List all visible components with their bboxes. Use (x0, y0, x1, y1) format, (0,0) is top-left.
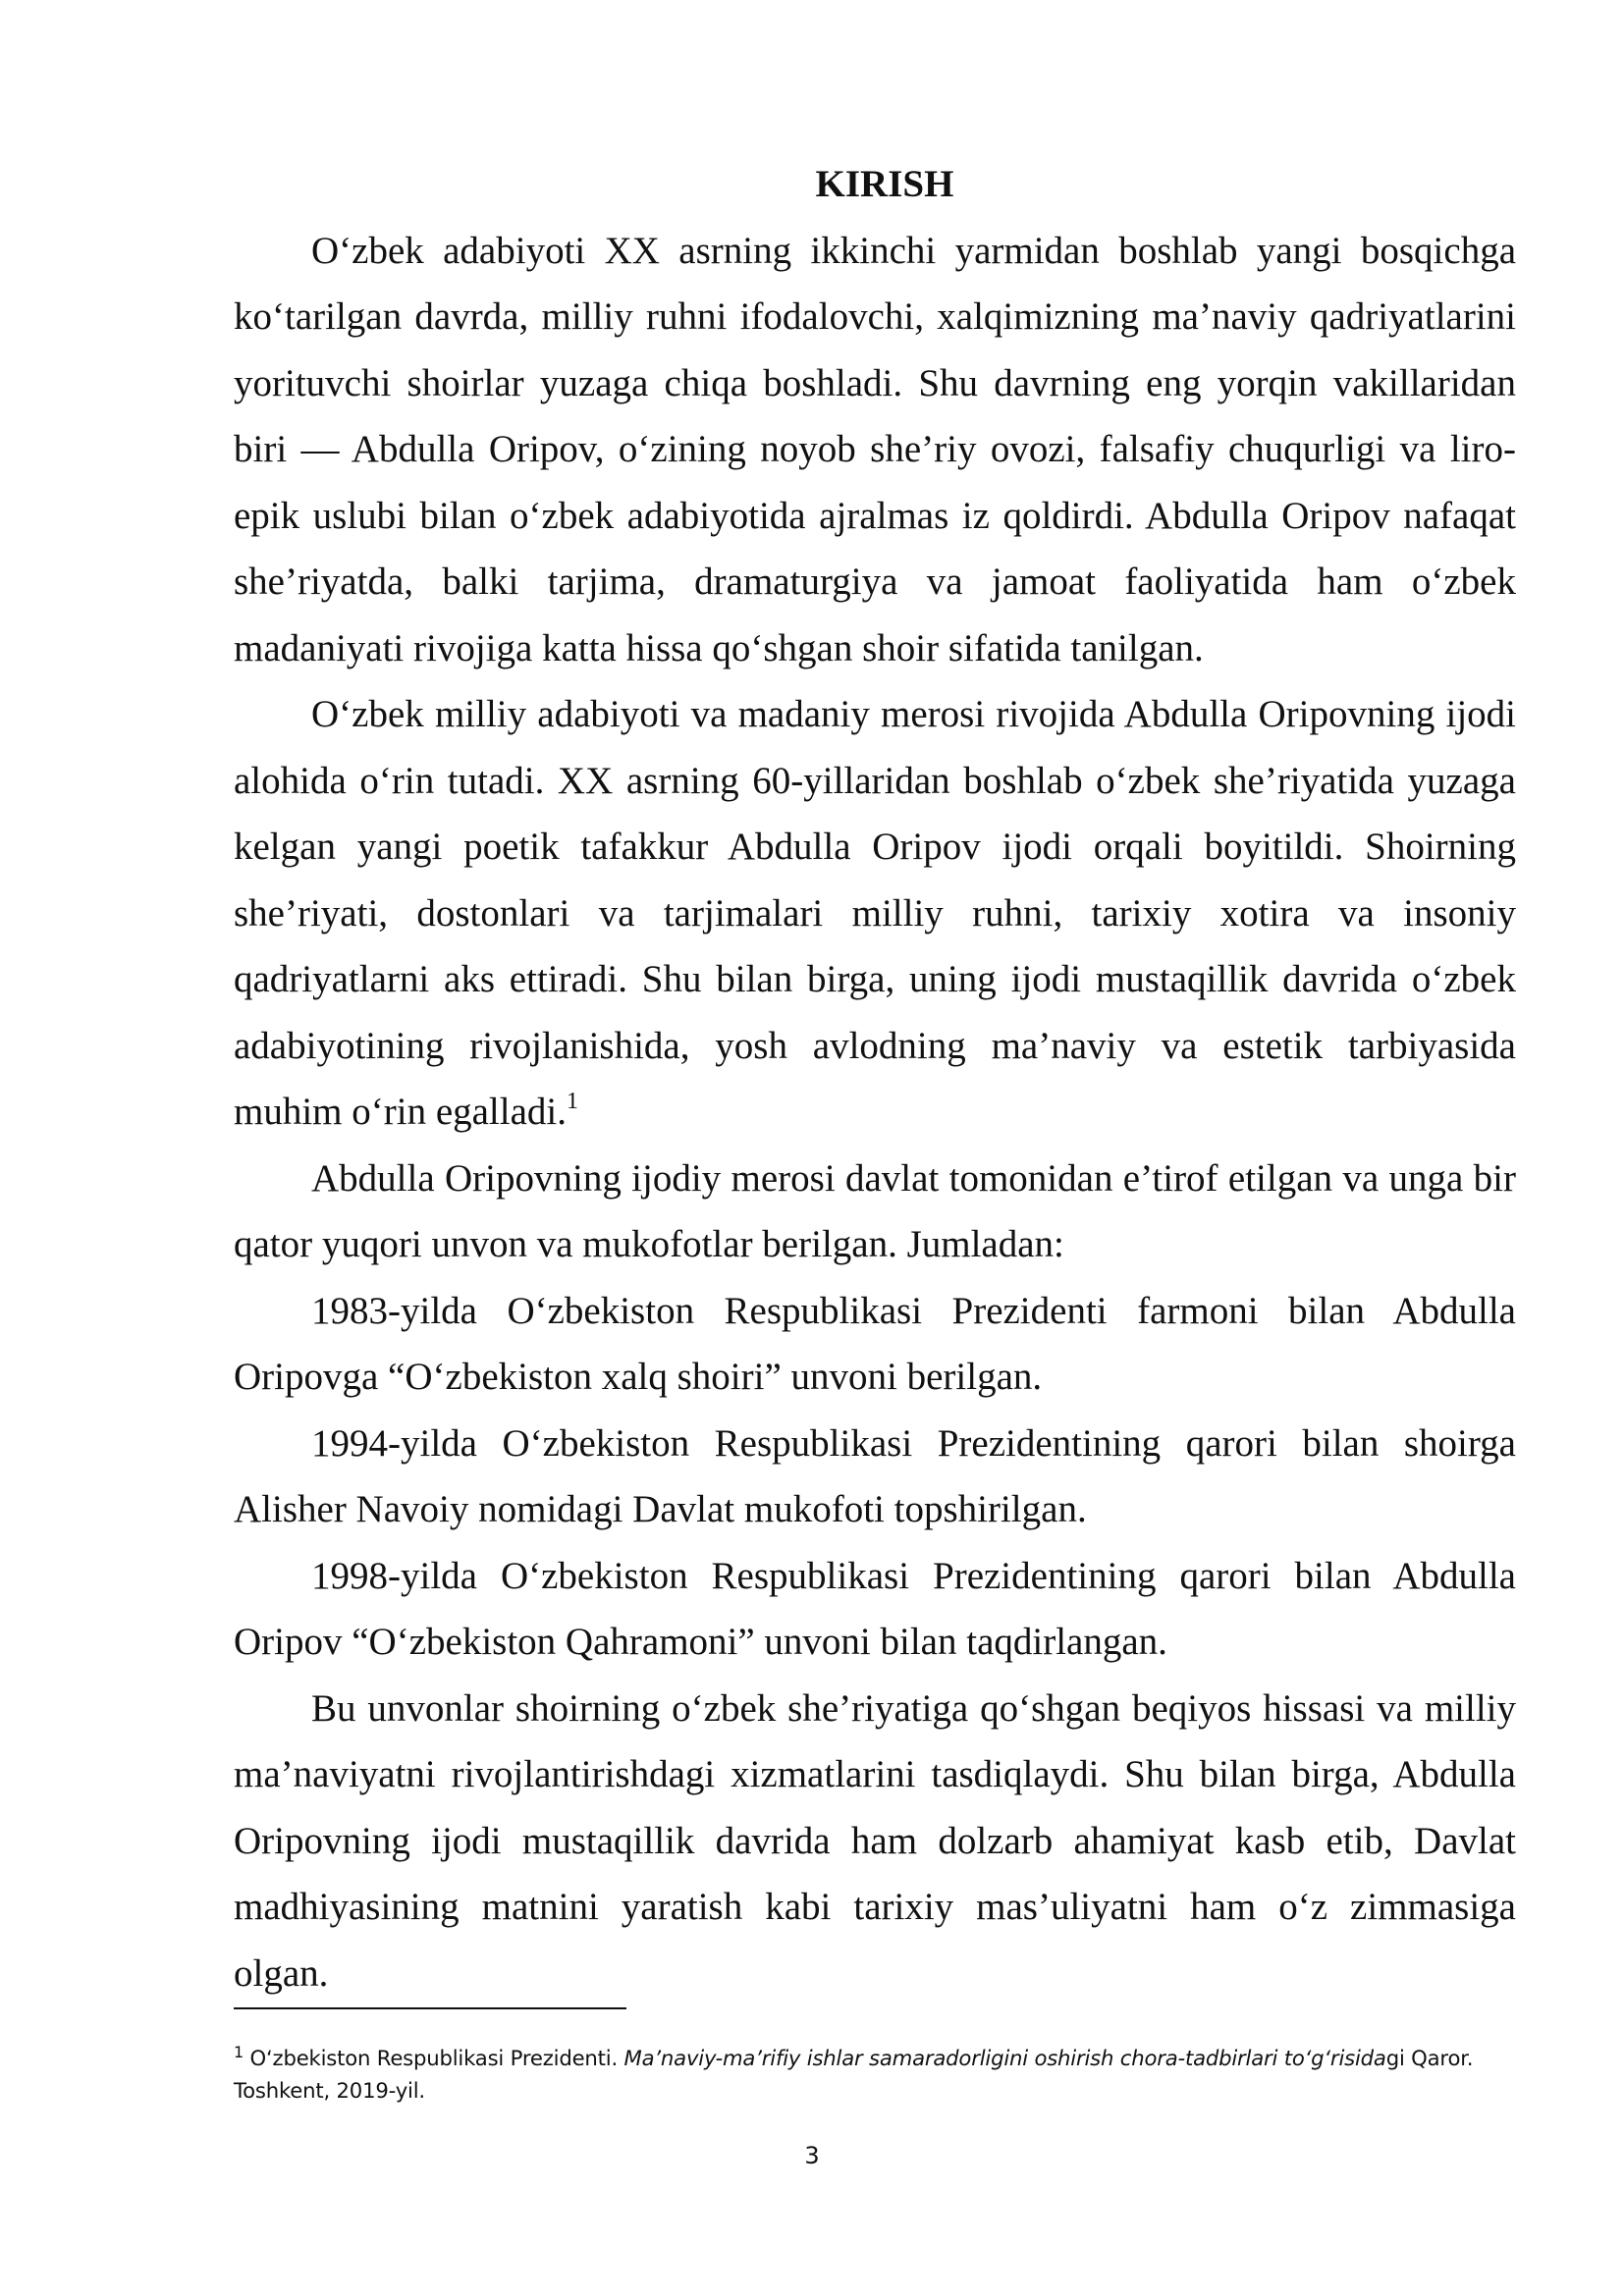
footnote-marker: 1 (234, 2042, 244, 2061)
paragraph-award-1994: 1994-yilda O‘zbekiston Respublikasi Prezidentining qarori bilan shoirga Alisher Navoiy nomidagi Davlat mukofoti topshirilgan. (234, 1421, 1516, 1530)
main-text (234, 151, 1516, 2006)
section-heading: KIRISH (815, 163, 954, 205)
footnote-author: O‘zbekiston Respublikasi Prezidenti. (243, 2046, 624, 2070)
paragraph-heritage-text: O‘zbek milliy adabiyoti va madaniy merosi rivojida Abdulla Oripovning ijodi alohida o‘rin tutadi. XX asrning 60-yillaridan boshlab o‘zbek she’riyatida yuzaga kelgan yangi poetik tafakkur Abdulla Oripov ijodi orqali boyitildi. Shoirning she’riyati, dostonlari va tarjimalari milliy ruhni, tarixiy xotira va insoniy qadriyatlarni aks ettiradi. Shu bilan birga, uning ijodi mustaqillik davrida o‘zbek adabiyotining rivojlanishida, yosh avlodning ma’naviy va estetik tarbiyasida muhim o‘rin egalladi. (234, 693, 1516, 1133)
paragraph-awards-intro: Abdulla Oripovning ijodiy merosi davlat tomonidan e’tirof etilgan va unga bir qator yuqori unvon va mukofotlar berilgan. Jumladan: (234, 1156, 1516, 1265)
paragraph-intro: O‘zbek adabiyoti XX asrning ikkinchi yarmidan boshlab yangi bosqichga ko‘tarilgan davrda, milliy ruhni ifodalovchi, xalqimizning ma’naviy qadriyatlarini yorituvchi shoirlar yuzaga chiqa boshladi. Shu davrning eng yorqin vakillaridan biri — Abdulla Oripov, o‘zining noyob she’riy ovozi, falsafiy chuqurligi va liro-epik uslubi bilan o‘zbek adabiyotida ajralmas iz qoldirdi. Abdulla Oripov nafaqat she’riyatda, balki tarjima, dramaturgiya va jamoat faoliyatida ham o‘zbek madaniyati rivojiga katta hissa qo‘shgan shoir sifatida tanilgan. (234, 229, 1516, 669)
footnote (234, 2042, 1518, 2107)
footnote-reference[interactable]: 1 (567, 1089, 579, 1114)
paragraph-conclusion: Bu unvonlar shoirning o‘zbek she’riyatiga qo‘shgan beqiyos hissasi va milliy ma’naviyatni rivojlantirishdagi xizmatlarini tasdiqlaydi. Shu bilan birga, Abdulla Oripovning ijodi mustaqillik davrida ham dolzarb ahamiyat kasb etib, Davlat madhiyasining matnini yaratish kabi tarixiy mas’uliyatni ham o‘z zimmasiga olgan. (234, 1686, 1516, 1995)
paragraph-award-1998: 1998-yilda O‘zbekiston Respublikasi Prezidentining qarori bilan Abdulla Oripov “O‘zbekiston Qahramoni” unvoni bilan taqdirlangan. (234, 1554, 1516, 1663)
paragraph-heritage (234, 681, 1516, 1146)
page-number: 3 (804, 2142, 820, 2169)
paragraph-award-1983: 1983-yilda O‘zbekiston Respublikasi Prezidenti farmoni bilan Abdulla Oripovga “O‘zbekiston xalq shoiri” unvoni berilgan. (234, 1289, 1516, 1398)
footnote-title: Ma’naviy-ma’rifiy ishlar samaradorligini oshirish chora-tadbirlari to‘g‘risida (623, 2046, 1386, 2070)
footnote-rest: gi Qaror. Toshkent, 2019-yil. (234, 2046, 1474, 2103)
footnote-separator (234, 2007, 626, 2009)
